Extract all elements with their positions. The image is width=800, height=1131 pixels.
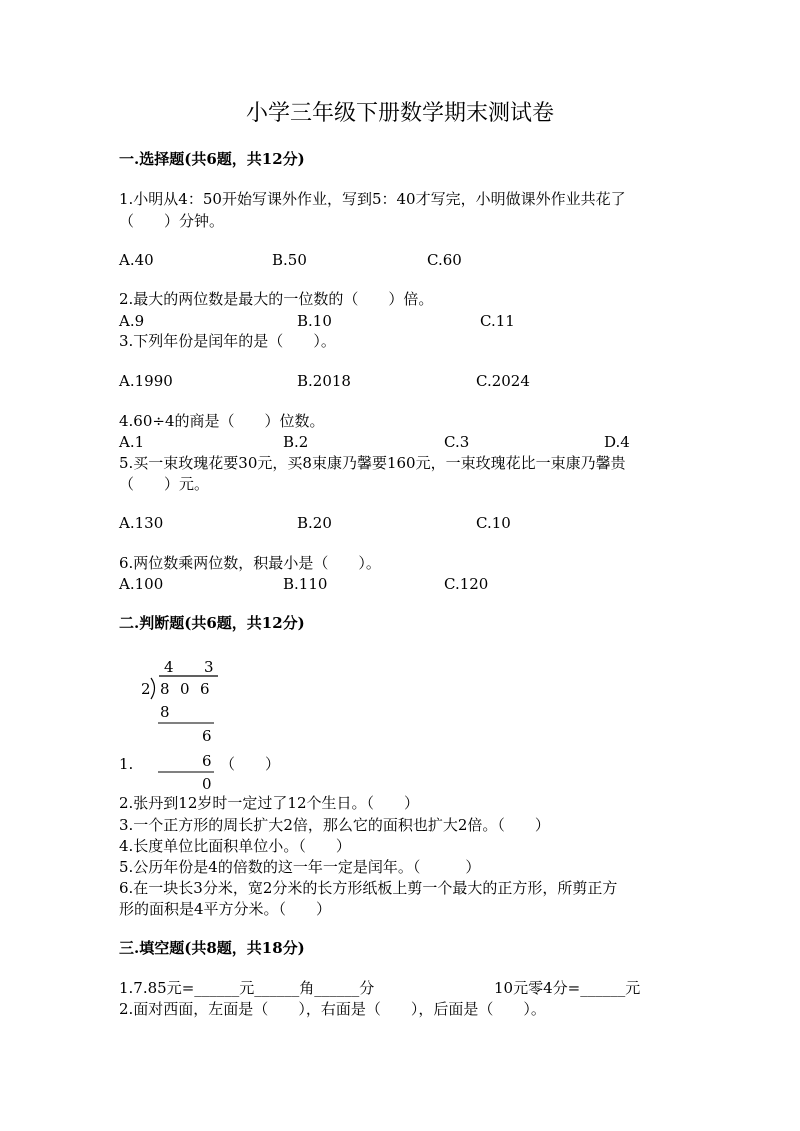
judge-1-answer-paren[interactable]: （ ） [220, 755, 281, 773]
question-1-line2: （ ）分钟。 [119, 212, 225, 230]
question-5-option-b[interactable]: B.20 [297, 514, 332, 532]
question-2-option-c[interactable]: C.11 [480, 312, 515, 330]
dividend-digit-3: 6 [200, 680, 210, 698]
question-3-option-a[interactable]: A.1990 [119, 372, 173, 390]
question-2-option-a[interactable]: A.9 [119, 312, 145, 330]
question-4-option-b[interactable]: B.2 [283, 433, 309, 451]
question-1-option-a[interactable]: A.40 [119, 251, 154, 269]
question-1-option-b[interactable]: B.50 [272, 251, 307, 269]
division-bracket [151, 678, 155, 699]
fill-1-left: 1.7.85元=______元______角______分 [119, 979, 375, 997]
question-2-text: 2.最大的两位数是最大的一位数的（ ）倍。 [119, 290, 434, 308]
judge-5-text: 5.公历年份是4的倍数的这一年一定是闰年。（ ） [119, 858, 481, 876]
question-1-line1: 1.小明从4：50开始写课外作业，写到5：40才写完，小明做课外作业共花了 [119, 190, 626, 208]
judge-6-line1: 6.在一块长3分米，宽2分米的长方形纸板上剪一个最大的正方形，所剪正方 [119, 879, 618, 897]
judge-4-text: 4.长度单位比面积单位小。（ ） [119, 837, 351, 855]
step-1-product: 8 [160, 703, 170, 721]
question-6-option-a[interactable]: A.100 [119, 575, 164, 593]
question-5-option-a[interactable]: A.130 [119, 514, 164, 532]
judge-6-line2: 形的面积是4平方分米。（ ） [119, 900, 332, 918]
section-heading-fill: 三.填空题(共8题，共18分) [119, 939, 305, 957]
question-1-option-c[interactable]: C.60 [427, 251, 462, 269]
dividend-digit-2: 0 [180, 680, 190, 698]
divisor: 2 [141, 680, 151, 698]
question-4-option-a[interactable]: A.1 [119, 433, 145, 451]
question-6-text: 6.两位数乘两位数，积最小是（ ）。 [119, 554, 381, 572]
question-3-option-b[interactable]: B.2018 [297, 372, 351, 390]
fill-2-text: 2.面对西面，左面是（ ），右面是（ ），后面是（ ）。 [119, 1000, 546, 1018]
question-4-option-c[interactable]: C.3 [444, 433, 470, 451]
question-5-line1: 5.买一束玫瑰花要30元，买8束康乃馨要160元，一束玫瑰花比一束康乃馨贵 [119, 454, 626, 472]
long-division-lines [136, 655, 246, 795]
question-6-option-c[interactable]: C.120 [444, 575, 489, 593]
question-5-option-c[interactable]: C.10 [476, 514, 511, 532]
page-title: 小学三年级下册数学期末测试卷 [245, 101, 554, 126]
remainder-2: 0 [202, 775, 212, 793]
judge-2-text: 2.张丹到12岁时一定过了12个生日。（ ） [119, 794, 419, 812]
long-division-figure [136, 655, 246, 795]
remainder-1: 6 [202, 727, 212, 745]
question-3-text: 3.下列年份是闰年的是（ ）。 [119, 332, 336, 350]
judge-1-number: 1. [119, 755, 134, 773]
question-2-option-b[interactable]: B.10 [297, 312, 332, 330]
question-6-option-b[interactable]: B.110 [283, 575, 328, 593]
section-heading-choice: 一.选择题(共6题，共12分) [119, 150, 305, 168]
fill-1-right: 10元零4分=______元 [494, 979, 641, 997]
quotient-digit-1: 4 [164, 658, 174, 676]
question-3-option-c[interactable]: C.2024 [476, 372, 530, 390]
dividend-digit-1: 8 [160, 680, 170, 698]
step-2-product: 6 [202, 752, 212, 770]
question-4-option-d[interactable]: D.4 [604, 433, 630, 451]
judge-3-text: 3.一个正方形的周长扩大2倍，那么它的面积也扩大2倍。（ ） [119, 816, 550, 834]
question-4-text: 4.60÷4的商是（ ）位数。 [119, 412, 325, 430]
section-heading-judge: 二.判断题(共6题，共12分) [119, 614, 305, 632]
question-5-line2: （ ）元。 [119, 475, 210, 493]
quotient-digit-2: 3 [204, 658, 214, 676]
